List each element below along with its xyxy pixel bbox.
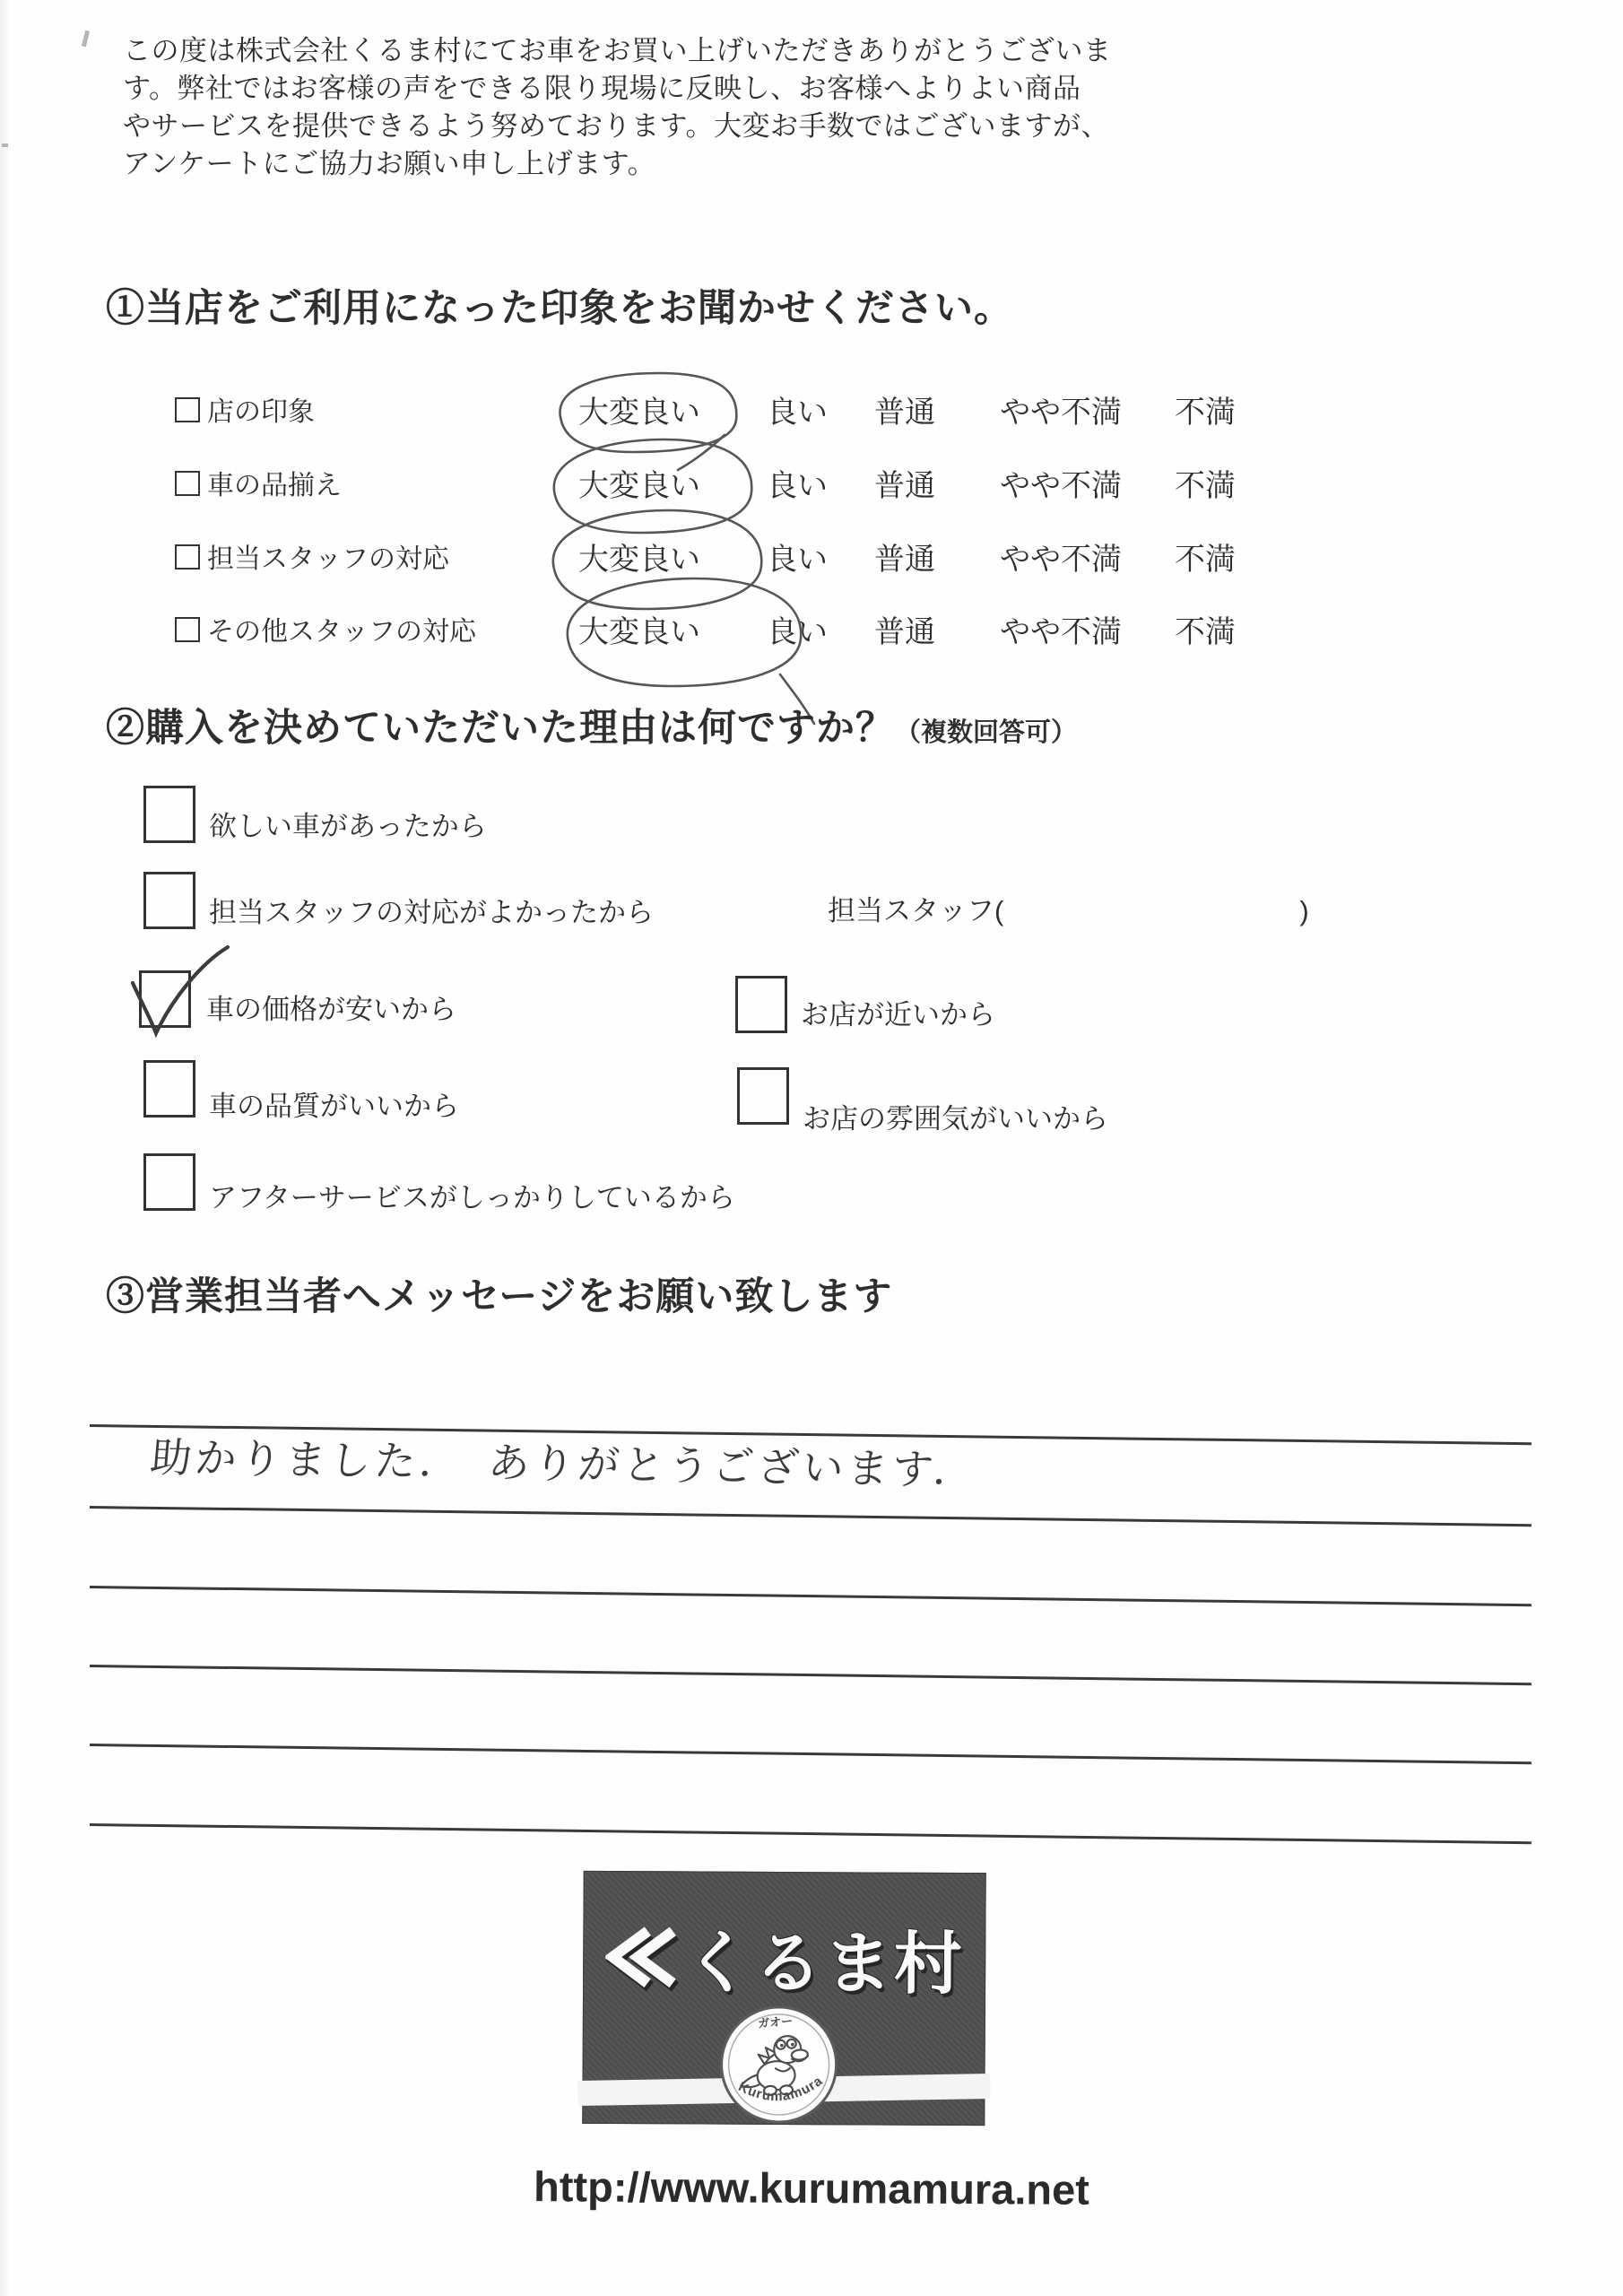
rating-option: やや不満 (1000, 396, 1122, 430)
message-line (90, 1506, 1532, 1526)
checkbox-wanted-car (143, 786, 195, 843)
intro-line: す。弊社ではお客様の声をできる限り現場に反映し、お客様へよりよい商品 (123, 73, 1081, 104)
rating-option: 普通 (874, 543, 935, 577)
intro-paragraph (123, 32, 1112, 183)
rating-option: 良い (767, 615, 828, 649)
intro-line: アンケートにご協力お願い申し上げます。 (123, 148, 656, 179)
rating-option: 大変良い (578, 469, 700, 503)
intro-line: この度は株式会社くるま村にてお車をお買い上げいただきありがとうございま (123, 35, 1112, 66)
rating-row-shop-impression (175, 384, 1448, 441)
kurumamura-logo (582, 1871, 985, 2126)
checkbox-atmosphere-good (737, 1067, 789, 1125)
handwritten-message: 助かりました． ありがとうございます． (148, 1432, 981, 1495)
mascot-name-text: Kurumamura (735, 2073, 827, 2105)
checkbox-square-icon (175, 544, 200, 570)
rating-option: 大変良い (578, 543, 700, 577)
checkbox-label: お店の雰囲気がいいから (803, 1103, 1108, 1135)
scan-artifact (2, 144, 8, 147)
rating-option: 大変良い (578, 615, 700, 649)
rating-row-label: 担当スタッフの対応 (175, 531, 449, 588)
checkbox-price-low (139, 970, 191, 1028)
rating-option: 不満 (1175, 469, 1236, 503)
logo-chevron-icon (605, 1918, 681, 1994)
rating-row-label: 店の印象 (175, 384, 315, 441)
checkbox-label: 欲しい車があったから (209, 811, 487, 842)
rating-row-label: 車の品揃え (175, 457, 342, 515)
rating-option: やや不満 (1000, 543, 1122, 577)
checkbox-label: お店が近いから (801, 999, 995, 1031)
rating-option: 大変良い (578, 396, 700, 430)
scan-edge-shade (0, 0, 11, 2296)
message-line (90, 1586, 1532, 1606)
checkbox-label: アフターサービスがしっかりしているから (209, 1182, 735, 1213)
mascot-badge (713, 1999, 845, 2131)
rating-row-other-staff (175, 604, 1448, 661)
rating-row-label: その他スタッフの対応 (175, 604, 476, 661)
rating-row-staff-response (175, 531, 1448, 588)
q2-heading-main: ②購入を決めていただいた理由は何ですか？ (106, 707, 895, 750)
checkbox-label: 車の品質がいいから (209, 1091, 459, 1122)
checkbox-label: 車の価格が安いから (206, 994, 456, 1025)
rating-option: 不満 (1175, 396, 1236, 430)
checkbox-square-icon (175, 471, 200, 496)
message-line (90, 1744, 1532, 1764)
rating-option: やや不満 (1000, 469, 1122, 503)
checkbox-after-service (143, 1153, 195, 1211)
message-line (90, 1823, 1532, 1844)
checkbox-quality-good (143, 1060, 195, 1118)
rating-option: 良い (767, 396, 828, 430)
rating-option: 良い (767, 543, 828, 577)
rating-option: やや不満 (1000, 615, 1122, 649)
checkbox-square-icon (175, 397, 200, 422)
rating-option: 不満 (1175, 615, 1236, 649)
logo-text: くるま村 (683, 1925, 964, 2004)
logo-row (584, 1908, 985, 2007)
rating-option: 不満 (1175, 543, 1236, 577)
q2-heading-note: （複数回答可） (895, 718, 1078, 747)
rating-option: 良い (767, 469, 828, 503)
rating-option: 普通 (874, 396, 935, 430)
rating-row-car-selection (175, 457, 1448, 515)
checkbox-square-icon (175, 617, 200, 642)
q3-heading: ③営業担当者へメッセージをお願い致します (106, 1275, 893, 1318)
scan-artifact (82, 30, 90, 48)
rating-option: 普通 (874, 615, 935, 649)
checkbox-shop-near (735, 976, 787, 1033)
staff-name-field: 担当スタッフ( ) (828, 895, 1309, 926)
checkbox-label: 担当スタッフの対応がよかったから (209, 897, 654, 928)
q2-heading (106, 698, 1077, 752)
rating-option: 普通 (874, 469, 935, 503)
intro-line: やサービスを提供できるよう努めております。大変お手数ではございますが、 (123, 110, 1110, 142)
message-line (90, 1665, 1532, 1685)
mascot-cry-text: ガオー (757, 2013, 794, 2031)
q1-heading: ①当店をご利用になった印象をお聞かせください。 (106, 287, 1013, 330)
website-url-text: http://www.kurumamura.net (533, 2162, 1090, 2213)
checkbox-staff-response-good (143, 872, 195, 929)
